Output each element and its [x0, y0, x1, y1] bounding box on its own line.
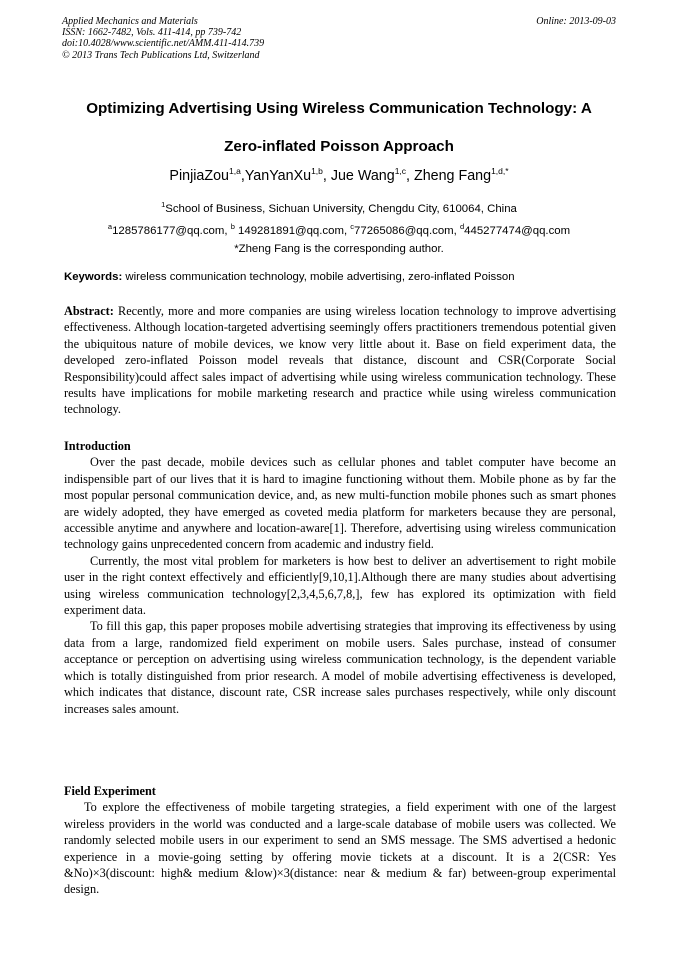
author-emails: $^a$1285786177@qq.com, $^b$ 149281891@qq.com, $^c$77265086@qq.com, $^d$445277474@qq.com	[107, 221, 571, 237]
journal-header	[62, 16, 616, 61]
journal-issn: ISSN: 1662-7482, Vols. 411-414, pp 739-742	[62, 27, 242, 39]
author-name: ,YanYanXu	[240, 167, 312, 184]
author-name: PinjiaZou	[169, 167, 230, 184]
title-line-1: Optimizing Advertising Using Wireless Communication Technology: A	[86, 100, 592, 117]
corresponding-author-note: *Zheng Fang is the corresponding author.	[234, 242, 444, 255]
email-link: 149281891@qq.com,	[234, 224, 351, 237]
affiliation: $^1$School of Business, Sichuan University, Chengdu City, 610064, China	[161, 200, 517, 215]
keywords-label: Keywords:	[64, 271, 123, 283]
section-heading: Field Experiment	[64, 784, 156, 798]
journal-name: Applied Mechanics and Materials	[62, 16, 198, 27]
author-affil-mark: 1,b	[311, 166, 323, 176]
keywords-text: wireless communication technology, mobile advertising, zero-inflated Poisson	[122, 271, 515, 283]
abstract-label: Abstract:	[64, 304, 114, 318]
journal-doi: doi:10.4028/www.scientific.net/AMM.411-414.739	[62, 38, 265, 50]
author-name: , Zheng Fang	[406, 167, 492, 184]
abstract	[64, 303, 616, 418]
journal-copyright: © 2013 Trans Tech Publications Ltd, Switzerland	[62, 49, 260, 61]
introduction-section	[64, 438, 616, 717]
email-link: 77265086@qq.com,	[354, 224, 460, 237]
email-link: 1285786177@qq.com,	[112, 224, 231, 237]
paragraph: To explore the effectiveness of mobile targeting strategies, a field experiment with one of the largest wireless providers in the world was conducted and a large-scale database of mobile users was collected. We randomly selected mobile users in our experiment to send an SMS message. The SMS advertised a hedonic experience in a movie-going setting by offering movie tickets at a discount. It is a 2(CSR: Yes &No)×3(discount: high& medium &low)×3(distance: near & medium & far) between-group experimental design.	[64, 800, 616, 897]
section-heading: Introduction	[64, 439, 131, 453]
email-link: 445277474@qq.com	[464, 224, 571, 237]
title-line-2: Zero-inflated Poisson Approach	[224, 138, 454, 155]
paragraph: Currently, the most vital problem for marketers is how best to deliver an advertisement to right mobile user in the right context effectively and efficiently[9,10,1].Although there are many studies about advertising using wireless communication technology[2,3,4,5,6,7,8,], few has explored its optimization with field experiment data.	[64, 553, 616, 618]
abstract-text: Recently, more and more companies are using wireless location technology to improve advertising effectiveness. Although location-targeted advertising seemingly offers practitioners tremendous potential given the ubiquitous nature of mobile devices, we know very little about it. Base on field experiment data, the developed zero-inflated Poisson model reveals that distance, discount and CSR(Corporate Social Responsibility)could affect sales impact of advertising while using wireless communication technology. These results have implications for mobile marketing research and practice while using wireless communication technology.	[64, 304, 616, 417]
paragraph: To fill this gap, this paper proposes mobile advertising strategies that improving its effectiveness by using data from a large, randomized field experiment on mobile users. Sales purchase, instead of consumer acceptance or perception on advertising using wireless communication technology, is the dependent variable which is totally distinguished from prior research. A model of mobile advertising effectiveness is developed, which indicates that distance, discount rate, CSR increase sales purchases respectively, while only discount increases sales amount.	[64, 619, 616, 716]
author-affil-mark: 1,c	[394, 166, 407, 176]
author-list	[40, 166, 638, 184]
field-experiment-section	[64, 783, 616, 898]
author-affil-mark: 1,a	[229, 166, 241, 176]
author-affil-mark: 1,d,*	[491, 166, 509, 176]
author-name: , Jue Wang	[322, 167, 395, 184]
paragraph: Over the past decade, mobile devices such as cellular phones and tablet computer have become an indispensible part of our lives that it is hard to imagine functioning without them. Mobile phone as by far the most popular personal communication device, and, as new multi-function mobile phones such as smart phones are widely adopted, they have emerged as coveted media platform for marketers because they are personal, accessible anytime and anywhere and location-aware[1]. Therefore, advertising using wireless communication technology gains unprecedented concern from academic and industry field.	[64, 455, 616, 552]
online-date: Online: 2013-09-03	[536, 16, 616, 27]
keywords	[64, 269, 616, 285]
affiliation-block	[40, 196, 638, 258]
paper-title	[40, 90, 638, 166]
